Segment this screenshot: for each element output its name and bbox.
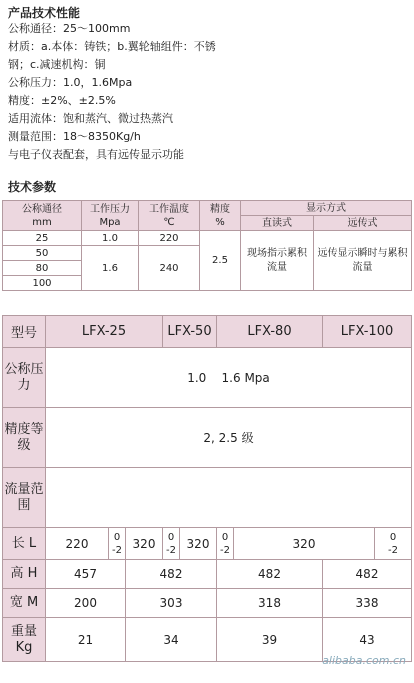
feature-line: 材质：a.本体：铸铁；b.翼轮轴组件：不锈 [8, 40, 216, 53]
cell-diameter: 25 [3, 231, 82, 246]
accuracy-label: 精度等级 [3, 408, 46, 468]
length-value: 320 [126, 528, 163, 560]
features-heading: 产品技术性能 [8, 6, 81, 20]
height-label: 高 H [3, 560, 46, 589]
tolerance-plus: 0 [389, 531, 397, 543]
header-pressure-label: 工作压力 [90, 203, 130, 215]
header-diameter [3, 201, 82, 231]
feature-line: 公称通径：25～100mm [8, 22, 131, 35]
cell-temperature: 240 [139, 246, 200, 291]
header-temperature-label: 工作温度 [149, 203, 189, 215]
feature-line: 公称压力：1.0，1.6Mpa [8, 76, 133, 89]
feature-line: 适用流体：饱和蒸汽、微过热蒸汽 [8, 112, 173, 125]
table-header-row [3, 201, 412, 216]
header-temperature-unit: ℃ [163, 216, 175, 228]
cell-direct-desc: 现场指示累积流量 [241, 231, 314, 291]
length-row [3, 528, 412, 560]
range-label: 流量范围 [3, 468, 46, 528]
pressure-row [3, 348, 412, 408]
cell-temperature: 220 [139, 231, 200, 246]
height-value: 482 [323, 560, 412, 589]
height-value: 457 [46, 560, 126, 589]
model-name: LFX-100 [323, 316, 412, 348]
cell-diameter: 80 [3, 261, 82, 276]
tolerance-plus: 0 [221, 531, 229, 543]
weight-label: 重量Kg [3, 618, 46, 662]
model-table [2, 315, 412, 662]
tolerance-minus: -2 [112, 544, 122, 556]
length-value: 320 [180, 528, 217, 560]
tolerance-plus: 0 [113, 531, 121, 543]
weight-value: 43 [323, 618, 412, 662]
height-value: 482 [126, 560, 217, 589]
tolerance-minus: -2 [388, 544, 398, 556]
tolerance-plus: 0 [167, 531, 175, 543]
length-tolerance [109, 528, 126, 560]
model-name: LFX-80 [217, 316, 323, 348]
header-temperature [139, 201, 200, 231]
height-value: 482 [217, 560, 323, 589]
watermark: alibaba.com.cn [322, 654, 406, 667]
length-value: 320 [234, 528, 375, 560]
length-tolerance [217, 528, 234, 560]
range-value [46, 468, 412, 528]
header-display: 显示方式 [241, 201, 412, 216]
length-tolerance [375, 528, 412, 560]
length-tolerance [163, 528, 180, 560]
range-row [3, 468, 412, 528]
model-name: LFX-50 [163, 316, 217, 348]
width-label: 宽 M [3, 589, 46, 618]
header-diameter-unit: mm [32, 216, 52, 228]
cell-diameter: 50 [3, 246, 82, 261]
accuracy-row [3, 408, 412, 468]
header-pressure [82, 201, 139, 231]
accuracy-value: 2, 2.5 级 [46, 408, 412, 468]
tech-params-table [2, 200, 412, 291]
tolerance-minus: -2 [220, 544, 230, 556]
length-label: 长 L [3, 528, 46, 560]
tech-params-heading: 技术参数 [8, 180, 57, 194]
width-value: 338 [323, 589, 412, 618]
header-accuracy [200, 201, 241, 231]
cell-accuracy: 2.5 [200, 231, 241, 291]
header-display-remote: 远传式 [314, 216, 412, 231]
cell-remote-desc: 远传显示瞬时与累积流量 [314, 231, 412, 291]
features-list [8, 22, 216, 162]
table-row [3, 231, 412, 246]
feature-line: 与电子仪表配套，具有远传显示功能 [8, 148, 184, 161]
width-row [3, 589, 412, 618]
header-diameter-label: 公称通径 [22, 203, 62, 215]
header-pressure-unit: Mpa [99, 216, 121, 228]
model-header-row [3, 316, 412, 348]
width-value: 318 [217, 589, 323, 618]
feature-line: 钢；c.减速机构：铜 [8, 58, 106, 71]
cell-diameter: 100 [3, 276, 82, 291]
header-accuracy-label: 精度 [210, 203, 230, 215]
cell-pressure: 1.0 [82, 231, 139, 246]
cell-pressure: 1.6 [82, 246, 139, 291]
pressure-value: 1.0 1.6 Mpa [46, 348, 412, 408]
model-label: 型号 [3, 316, 46, 348]
feature-line: 精度：±2%、±2.5% [8, 94, 116, 107]
length-value: 220 [46, 528, 109, 560]
height-row [3, 560, 412, 589]
header-accuracy-unit: % [215, 216, 225, 228]
pressure-label: 公称压力 [3, 348, 46, 408]
width-value: 200 [46, 589, 126, 618]
tolerance-minus: -2 [166, 544, 176, 556]
model-name: LFX-25 [46, 316, 163, 348]
weight-value: 34 [126, 618, 217, 662]
width-value: 303 [126, 589, 217, 618]
weight-value: 21 [46, 618, 126, 662]
weight-value: 39 [217, 618, 323, 662]
feature-line: 测量范围：18～8350Kg/h [8, 130, 141, 143]
header-display-direct: 直读式 [241, 216, 314, 231]
